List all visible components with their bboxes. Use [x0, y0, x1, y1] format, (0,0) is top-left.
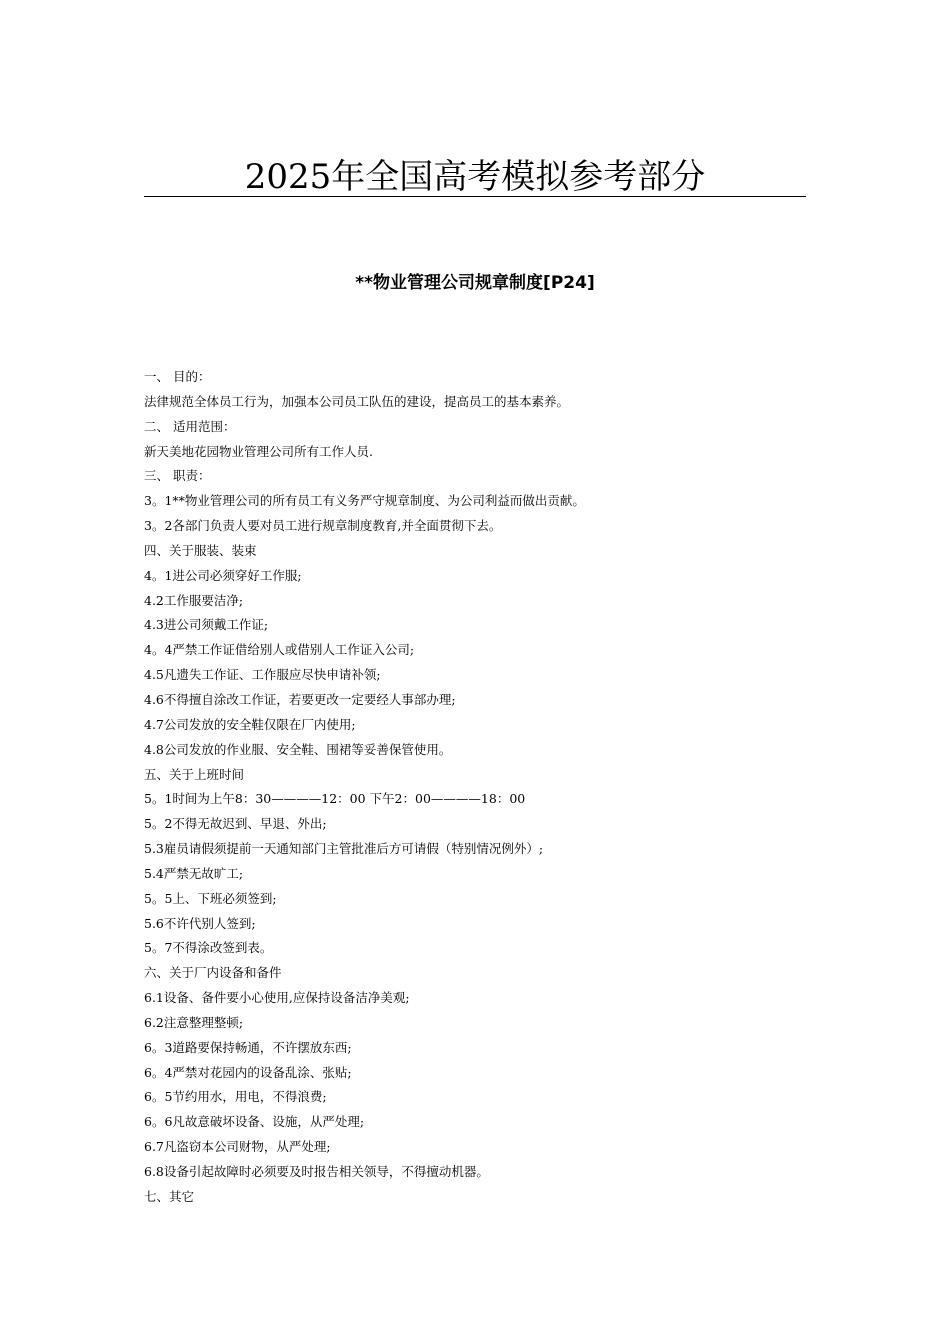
- document-line: 五、关于上班时间: [144, 766, 245, 782]
- document-line: 6.1设备、备件要小心使用,应保持设备洁净美观;: [144, 990, 410, 1006]
- document-line: 3。1**物业管理公司的所有员工有义务严守规章制度、为公司利益而做出贡献。: [144, 493, 585, 509]
- document-line: 6。6凡故意破坏设备、设施，从严处理;: [144, 1114, 365, 1130]
- document-line: 4。1进公司必须穿好工作服;: [144, 567, 302, 583]
- document-line: 4.8公司发放的作业服、安全鞋、围裙等妥善保管使用。: [144, 741, 452, 757]
- document-line: 5.4严禁无故旷工;: [144, 865, 244, 881]
- document-line: 4.5凡遗失工作证、工作服应尽快申请补领;: [144, 667, 381, 683]
- document-line: 5。5上、下班必须签到;: [144, 890, 277, 906]
- document-line: 5.6不许代别人签到;: [144, 915, 256, 931]
- document-line: 6。4严禁对花园内的设备乱涂、张贴;: [144, 1064, 352, 1080]
- document-line: 6。3道路要保持畅通，不许摆放东西;: [144, 1039, 352, 1055]
- document-line: 5.3雇员请假须提前一天通知部门主管批准后方可请假（特别情况例外）;: [144, 841, 544, 857]
- document-line: 6.2注意整理整顿;: [144, 1014, 244, 1030]
- document-line: 4.6不得擅自涂改工作证，若要更改一定要经人事部办理;: [144, 691, 456, 707]
- document-title: **物业管理公司规章制度[P24]: [355, 273, 595, 293]
- document-line: 6。5节约用水，用电，不得浪费;: [144, 1089, 327, 1105]
- document-line: 4.3进公司须戴工作证;: [144, 617, 269, 633]
- document-line: 新天美地花园物业管理公司所有工作人员.: [144, 443, 373, 459]
- document-line: 六、关于厂内设备和备件: [144, 965, 282, 981]
- document-line: 6.7凡盗窃本公司财物，从严处理;: [144, 1139, 331, 1155]
- document-line: 三、 职责：: [144, 468, 211, 484]
- document-line: 4.2工作服要洁净;: [144, 592, 244, 608]
- document-line: 七、其它: [144, 1188, 195, 1204]
- document-line: 3。2各部门负责人要对员工进行规章制度教育,并全面贯彻下去。: [144, 518, 502, 534]
- document-line: 四、关于服装、装束: [144, 542, 257, 558]
- header-divider: [144, 196, 806, 197]
- document-line: 4。4严禁工作证借给别人或借别人工作证入公司;: [144, 642, 415, 658]
- document-line: 一、 目的：: [144, 369, 211, 384]
- document-line: 二、 适用范围：: [144, 418, 236, 434]
- page-header-title: 2025年全国高考模拟参考部分: [244, 157, 706, 197]
- document-line: 5。2不得无故迟到、早退、外出;: [144, 816, 327, 832]
- document-body: [144, 365, 806, 1210]
- document-line: 5。7不得涂改签到表。: [144, 940, 273, 956]
- document-line: 6.8设备引起故障时必须要及时报告相关领导，不得擅动机器。: [144, 1164, 489, 1179]
- document-line: 5。1时间为上午8：30————12：00 下午2：00————18：00: [144, 791, 526, 807]
- document-line: 法律规范全体员工行为，加强本公司员工队伍的建设，提高员工的基本素养。: [144, 393, 570, 409]
- document-line: 4.7公司发放的安全鞋仅限在厂内使用;: [144, 716, 356, 732]
